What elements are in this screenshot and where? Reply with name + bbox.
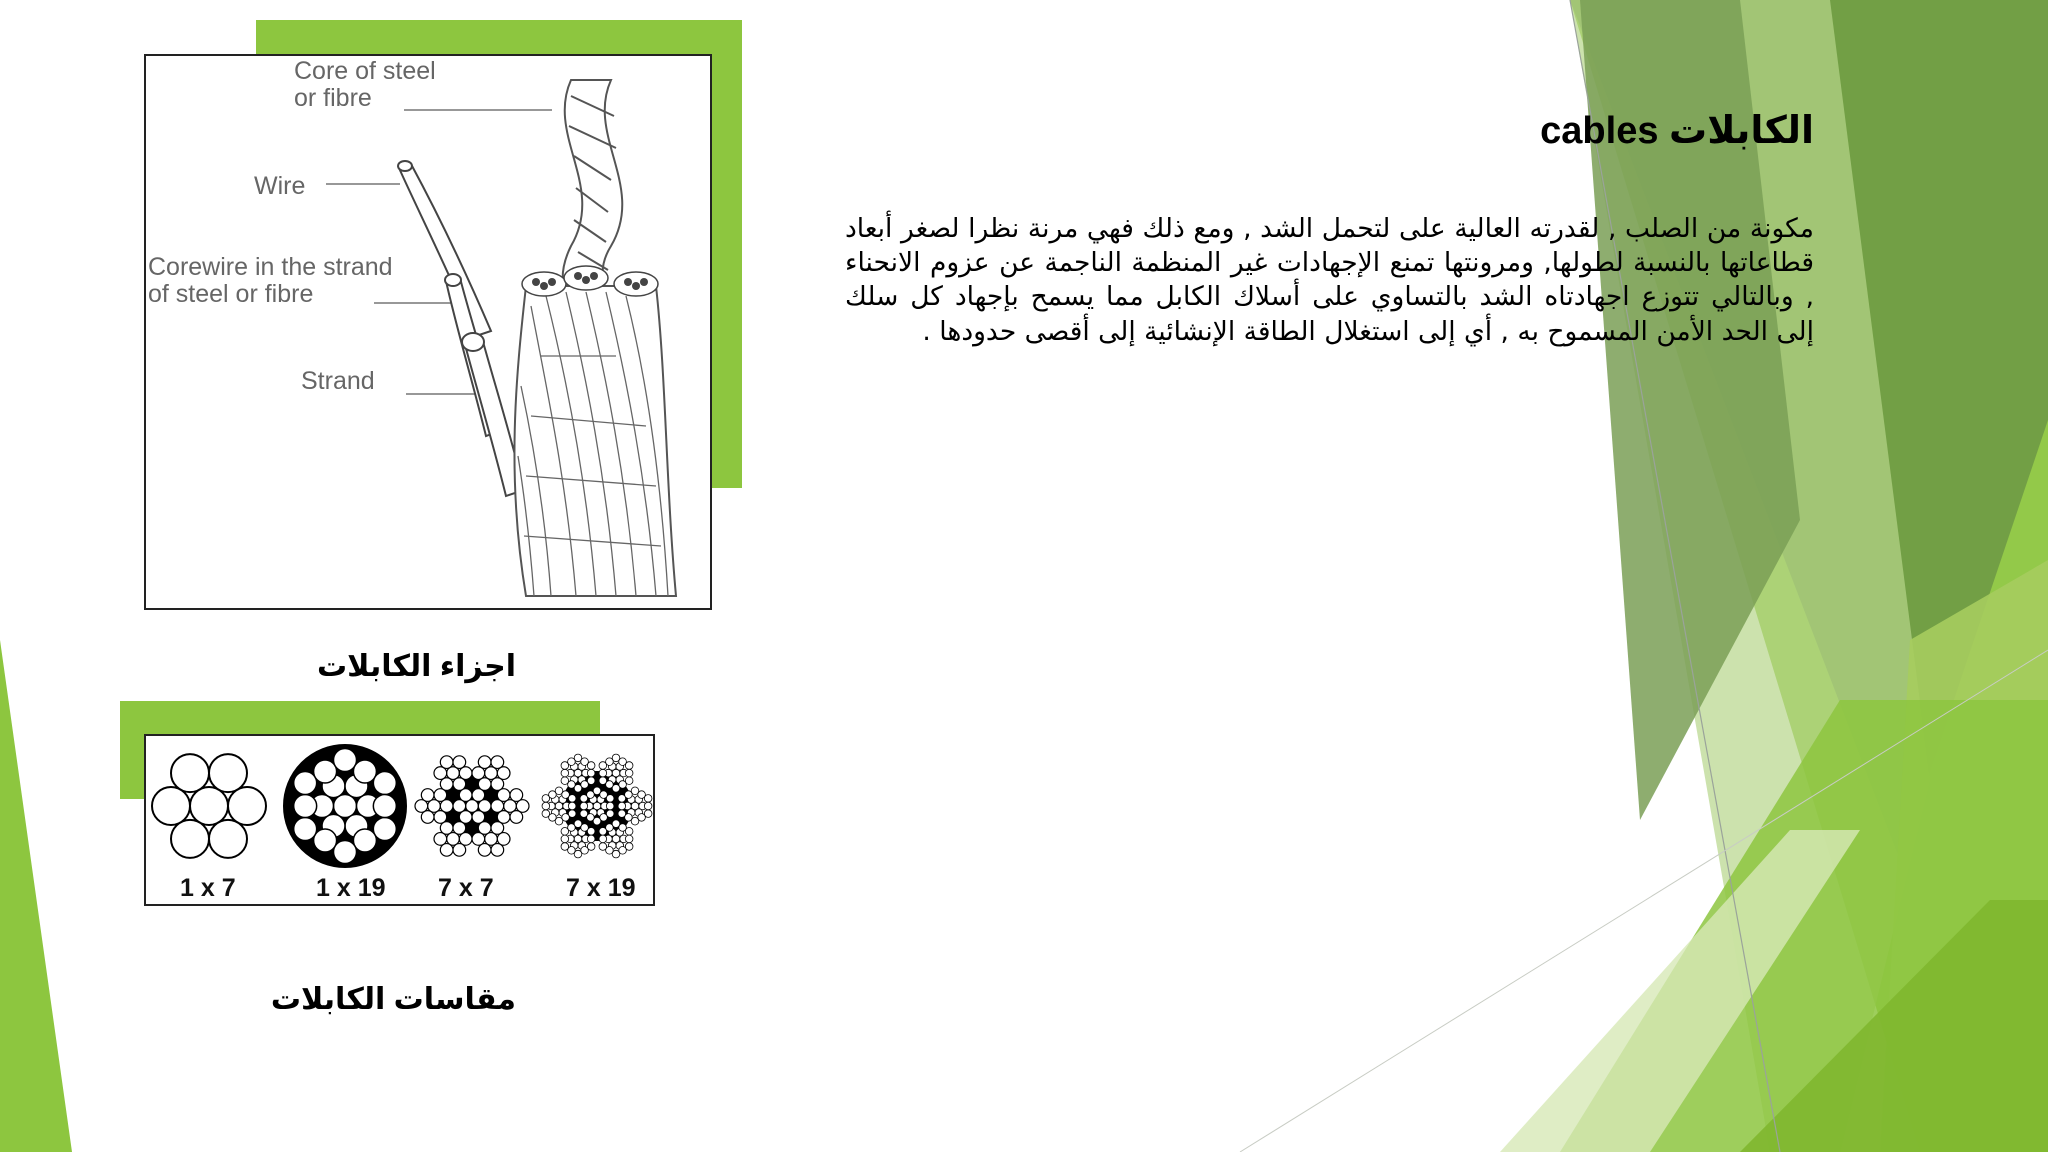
section-7x19-wire [618,810,626,818]
section-7x19-wire [568,802,576,810]
section-1x7-wire [190,787,228,825]
section-7x7-wire [491,756,504,769]
section-7x7-wire [478,756,491,769]
section-7x19-wire [599,843,607,851]
section-7x19-wire [644,802,652,810]
section-7x19-wire [542,810,550,818]
size-label-7x19: 7 x 19 [566,874,636,902]
cable-parts-caption: اجزاء الكابلات [317,650,516,683]
section-7x19-wire [644,795,652,803]
section-7x19-wire [618,802,626,810]
section-1x7-wire [171,754,209,792]
section-1x7-wire [228,787,266,825]
cable-sizes-figure [144,734,655,906]
size-label-1x19: 1 x 19 [316,874,386,902]
section-1x19-wire [373,772,396,795]
section-7x19-wire [542,802,550,810]
section-7x19-wire [587,769,595,777]
section-7x19-wire [625,762,633,770]
section-7x19-wire [606,802,614,810]
cable-sizes-caption: مقاسات الكابلات [270,983,516,1016]
section-1x19-wire [314,829,337,852]
size-label-7x7: 7 x 7 [438,874,494,902]
section-1x19-wire [294,772,317,795]
section-7x7-wire [510,789,523,802]
section-1x19-wire [353,829,376,852]
section-7x7-wire [491,778,504,791]
section-7x19-wire [606,795,614,803]
section-7x19-wire [625,828,633,836]
section-7x7-wire [491,822,504,835]
section-7x19-wire [599,769,607,777]
section-7x7-wire [478,822,491,835]
section-1x19-wire [373,795,396,818]
section-7x19-wire [587,835,595,843]
slide-paragraph: مكونة من الصلب , لقدرته العالية على لتحمل الشد , ومع ذلك فهي مرنة نظرا لصغر أبعاد قطاعاتها بالنسبة لطولها, ومرونتها تمنع الإجهادات غير المنظمة الناجمة عن عزوم الانحناء , وبالتالي تتوزع اجهادتاه الشد بالتساوي على أسلاك الكابل مما يسمح بإجهاد كل سلك إلى الحد الأمن المسموح به , أي إلى استغلال الطاقة الإنشائية إلى أقصى حدودها . [845,213,1814,347]
section-7x19-wire [561,835,569,843]
section-7x7-wire [453,822,466,835]
label-core-line2: or fibre [294,84,372,112]
label-wire: Wire [254,172,306,200]
section-1x7-wire [209,754,247,792]
label-corewire-line2: of steel or fibre [148,280,314,308]
section-1x19-wire [334,795,357,818]
section-7x19-wire [580,810,588,818]
section-7x7-wire [453,756,466,769]
section-1x19-wire [353,760,376,783]
section-7x19-wire [587,762,595,770]
section-7x7-wire [453,778,466,791]
cable-parts-figure [144,54,712,610]
section-1x19-wire [294,818,317,841]
section-7x19-wire [580,802,588,810]
section-1x7-wire [171,820,209,858]
cable-sizes-drawing [146,736,653,904]
section-7x7-wire [510,811,523,824]
slide-title: الكابلات cables [1540,110,1814,152]
label-core-line1: Core of steel [294,57,436,85]
section-1x19-wire [294,795,317,818]
section-7x19-wire [599,777,607,785]
label-corewire-line1: Corewire in the strand [148,253,393,281]
size-label-1x7: 1 x 7 [180,874,236,902]
section-1x19-wire [334,749,357,772]
label-strand: Strand [301,367,375,395]
cable-parts-drawing [146,56,710,608]
section-1x19-wire [334,841,357,864]
section-7x19-wire [568,795,576,803]
section-7x19-wire [561,769,569,777]
section-1x19-wire [373,818,396,841]
section-7x19-wire [561,777,569,785]
section-7x7-wire [491,844,504,857]
section-1x19-wire [314,760,337,783]
section-1x7-wire [152,787,190,825]
section-7x19-wire [561,843,569,851]
section-7x7-wire [440,756,453,769]
section-7x7-wire [421,789,434,802]
section-7x7-wire [434,811,447,824]
section-7x7-wire [453,844,466,857]
section-7x19-wire [587,828,595,836]
section-7x19-wire [599,835,607,843]
section-7x19-wire [625,769,633,777]
section-1x7-wire [209,820,247,858]
section-7x19-wire [625,835,633,843]
